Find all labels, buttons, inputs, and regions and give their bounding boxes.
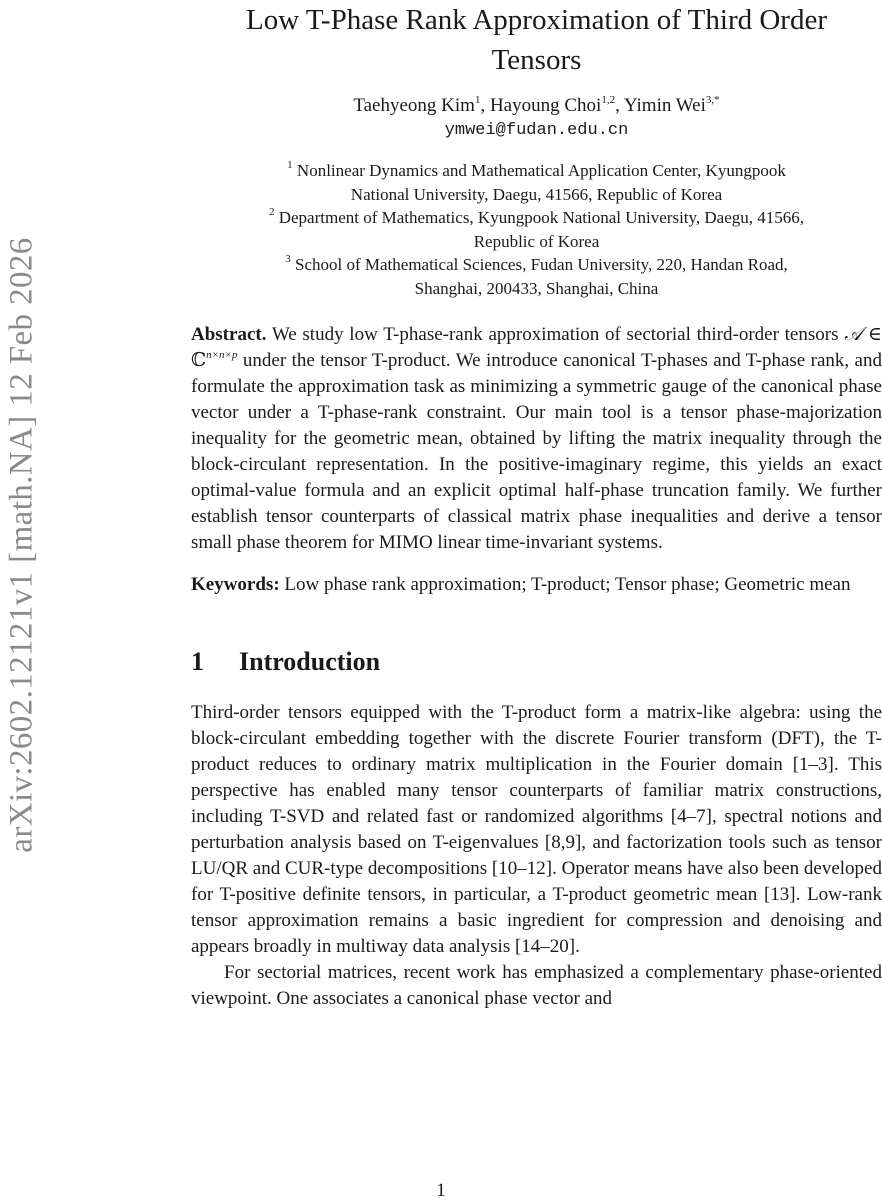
abstract-text: under the tensor T-product. We introduce canonical T-phases and T-phase rank, and formulate the approximation task as minimizing a symmetric gauge of the canonical phase vector under a T-phase-rank constraint. Our main tool is a tensor phase-majorization inequality for the geometric mean, obtained by lifting the matrix inequality through the block-circulant representation. In the positive-imaginary regime, this yields an exact optimal-value formula and an explicit optimal half-phase truncation family. We further establish tensor counterparts of classical matrix phase inequalities and derive a tensor small phase theorem for MIMO linear time-invariant systems. <box>191 350 882 553</box>
title-line-2: Tensors <box>491 44 582 76</box>
corresponding-email: ymwei@fudan.edu.cn <box>444 121 629 140</box>
tensor-dimensions: n×n×p <box>206 349 238 361</box>
abstract-text: We study low T-phase-rank approximation of sectorial third-order tensors <box>271 324 845 345</box>
affiliation-list <box>191 159 882 300</box>
abstract <box>191 322 882 556</box>
affiliation-number: 3 <box>285 253 291 265</box>
affiliation-line <box>191 159 882 183</box>
author-name: Hayoung Choi <box>489 95 602 116</box>
affiliation-text: Department of Mathematics, Kyungpook National University, Daegu, 41566, <box>274 208 805 227</box>
author-separator: , <box>480 95 490 116</box>
affiliation-line <box>191 253 882 277</box>
author-superscript: 3,* <box>705 94 720 106</box>
paper-page <box>191 0 882 1012</box>
author-superscript: 1 <box>474 94 481 106</box>
author-separator: , <box>615 95 624 116</box>
section-title: Introduction <box>239 647 381 676</box>
complex-field-symbol: ℂ <box>191 350 207 371</box>
affiliation-line: Republic of Korea <box>473 231 600 251</box>
affiliation-line <box>191 206 882 230</box>
keywords-text: Low phase rank approximation; T-product; Tensor phase; Geometric mean <box>279 574 851 595</box>
author-list <box>191 94 882 118</box>
author-superscript: 1,2 <box>601 94 616 106</box>
affiliation-text: School of Mathematical Sciences, Fudan University, 220, Handan Road, <box>290 255 788 274</box>
intro-paragraph-1: Third-order tensors equipped with the T-product form a matrix-like algebra: using the block-circulant embedding together with the discrete Fourier transform (DFT), the T-product reduces to ordinary matrix multiplication in the Fourier domain [1–3]. This perspective has enabled many tensor counterparts of familiar matrix constructions, including T-SVD and related fast or randomized algorithms [4–7], spectral notions and perturbation analysis based on T-eigenvalues [8,9], and factorization tools such as tensor LU/QR and CUR-type decompositions [10–12]. Operator means have also been developed for T-positive definite tensors, in particular, a T-product geometric mean [13]. Low-rank tensor approximation remains a basic ingredient for compression and denoising and appears broadly in multiway data analysis [14–20]. <box>191 702 882 957</box>
section-number: 1 <box>191 647 204 676</box>
affiliation-number: 1 <box>287 159 293 171</box>
page-number: 1 <box>436 1180 446 1201</box>
keywords <box>191 572 882 598</box>
section-heading-introduction <box>191 646 882 678</box>
affiliation-line: Shanghai, 200433, Shanghai, China <box>414 278 659 298</box>
affiliation-number: 2 <box>268 206 275 218</box>
intro-paragraph-2: For sectorial matrices, recent work has emphasized a complementary phase-oriented viewpoint. One associates a canonical phase vector and <box>191 962 882 1009</box>
paper-title <box>191 0 882 80</box>
title-line-1: Low T-Phase Rank Approximation of Third Order <box>245 4 827 36</box>
author-name: Taehyeong Kim <box>353 95 475 116</box>
affiliation-line: National University, Daegu, 41566, Republic of Korea <box>350 184 723 204</box>
keywords-label: Keywords: <box>191 574 280 595</box>
affiliation-text: Nonlinear Dynamics and Mathematical Application Center, Kyungpook <box>292 161 786 180</box>
arxiv-identifier: arXiv:2602.12121v1 [math.NA] 12 Feb 2026 <box>3 237 40 853</box>
element-of-symbol: ∈ <box>862 324 882 345</box>
abstract-label: Abstract. <box>191 324 267 345</box>
author-name: Yimin Wei <box>623 95 706 116</box>
arxiv-sidebar <box>2 130 42 960</box>
tensor-symbol: 𝒜 <box>844 324 863 345</box>
